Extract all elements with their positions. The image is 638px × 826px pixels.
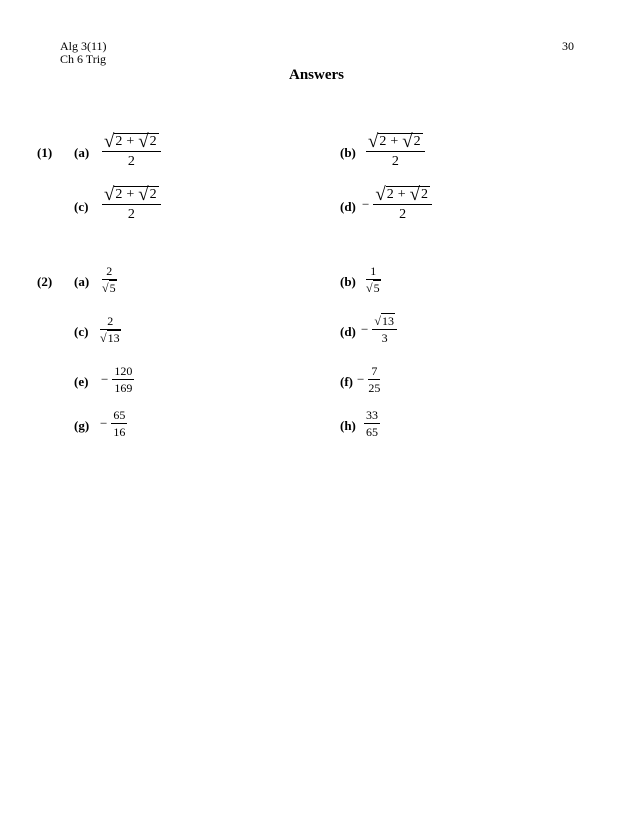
answer-2b-fraction: $\frac{1}{√5}$ [366, 264, 380, 295]
answer-2e-label: (e) [74, 374, 89, 389]
answer-2g-expression [100, 408, 127, 439]
answer-2f-sign: − [357, 371, 365, 387]
problem-2-number: (2) [37, 274, 53, 289]
answer-2c-fraction: $\frac{2}{√13}$ [100, 314, 120, 345]
answer-1d-label: (d) [340, 199, 356, 214]
answer-2g-sign: − [100, 415, 108, 431]
answer-2b-label: (b) [340, 274, 356, 289]
answer-2f-fraction: $\frac{7}{25}$ [368, 364, 381, 395]
answer-1a-label: (a) [74, 145, 90, 160]
chapter-label: Ch 6 Trig [60, 52, 107, 66]
answer-1c-fraction: $\frac{√2 + √2}{2}$ [102, 186, 161, 223]
answer-2a-expression [102, 264, 117, 295]
answer-2h-fraction: $\frac{33}{65}$ [366, 408, 378, 439]
answer-2d-sign: − [361, 321, 369, 337]
answer-1d-fraction: $\frac{√2 + √2}{2}$ [373, 186, 432, 223]
page-title: Answers [289, 67, 344, 83]
answer-1a-expression [102, 133, 161, 170]
answer-2a-label: (a) [74, 274, 90, 289]
answer-1b-fraction: $\frac{√2 + √2}{2}$ [366, 133, 425, 170]
answer-2c-label: (c) [74, 324, 89, 339]
answer-2e-expression [101, 364, 134, 395]
answer-1c-expression [102, 186, 161, 223]
course-label: Alg 3(11) [60, 39, 107, 53]
answer-2c-expression [100, 314, 121, 345]
answer-2g-label: (g) [74, 418, 90, 433]
answer-2h-label: (h) [340, 418, 356, 433]
answer-2g-fraction: $\frac{65}{16}$ [113, 408, 126, 439]
answer-1a-fraction: $\frac{√2 + √2}{2}$ [102, 133, 161, 170]
problem-1-number: (1) [37, 145, 53, 160]
page-number: 30 [562, 39, 574, 53]
answer-1c-label: (c) [74, 199, 89, 214]
answer-2h-expression [364, 408, 380, 439]
answer-2d-label: (d) [340, 324, 356, 339]
answer-2a-fraction: $\frac{2}{√5}$ [102, 264, 116, 295]
answer-2e-fraction: $\frac{120}{169}$ [114, 364, 133, 395]
answer-1d-sign: − [362, 196, 370, 212]
answer-2e-sign: − [101, 371, 109, 387]
answer-2f-label: (f) [340, 374, 353, 389]
answer-1b-expression [366, 133, 425, 170]
answer-1b-label: (b) [340, 145, 356, 160]
answer-2b-expression [366, 264, 381, 295]
answer-2f-expression [357, 364, 380, 395]
answer-2d-fraction: $\frac{√13}{3}$ [372, 314, 397, 345]
answer-2d-expression [361, 314, 397, 345]
answer-1d-expression [362, 186, 432, 223]
